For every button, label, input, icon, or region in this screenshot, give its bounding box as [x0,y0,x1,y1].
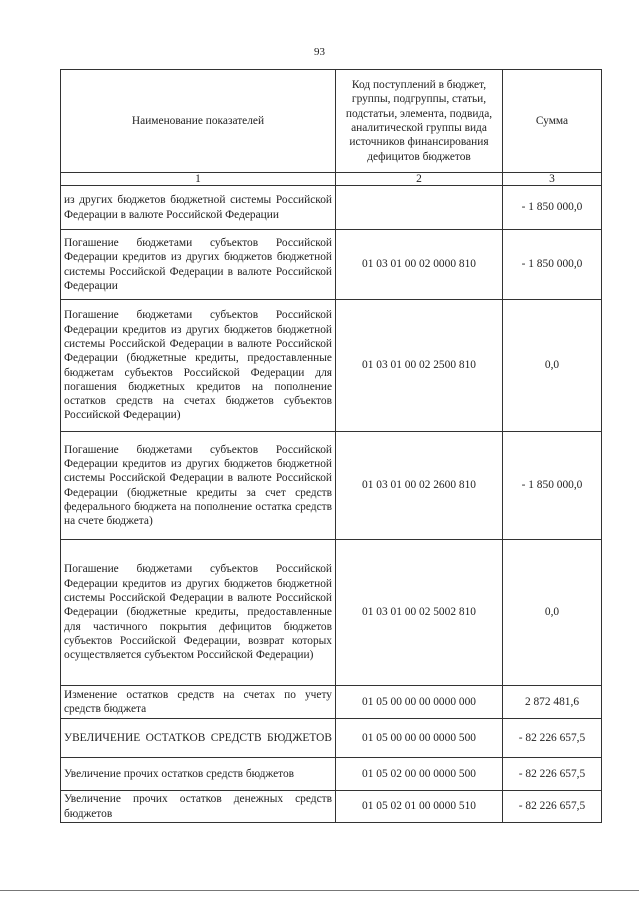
table-header-row [61,70,602,173]
column-number-2: 2 [336,173,503,186]
table-row [61,432,602,540]
table-row [61,758,602,791]
row-sum: - 82 226 657,5 [503,758,602,791]
column-number-1: 1 [61,173,336,186]
row-code: 01 05 02 00 00 0000 500 [336,758,503,791]
row-name: Погашение бюджетами субъектов Российской Федерации кредитов из других бюджетов бюджетной системы Российской Федерации в валюте Российской Федерации (бюджетные кредиты за счет средств федерального бюджета на пополнение остатка средств на счете бюджета) [61,432,336,540]
column-number-row [61,173,602,186]
row-code: 01 05 00 00 00 0000 500 [336,719,503,758]
table-row [61,230,602,300]
row-name: Погашение бюджетами субъектов Российской Федерации кредитов из других бюджетов бюджетной системы Российской Федерации в валюте Российской Федерации (бюджетные кредиты, предоставленные бюджетам субъектов Российской Федерации для погашения бюджетных кредитов на пополнение остатков средств на счетах бюджетов субъектов Российской Федерации) [61,300,336,432]
row-name: Увеличение прочих остатков средств бюджетов [61,758,336,791]
row-sum: - 82 226 657,5 [503,719,602,758]
row-sum: 0,0 [503,300,602,432]
header-code: Код поступлений в бюджет, группы, подгруппы, статьи, подстатьи, элемента, подвида, аналитической группы вида источников финансирования дефицитов бюджетов [336,70,503,173]
row-code: 01 03 01 00 02 0000 810 [336,230,503,300]
row-name: Погашение бюджетами субъектов Российской Федерации кредитов из других бюджетов бюджетной системы Российской Федерации в валюте Российской Федерации [61,230,336,300]
row-sum: - 1 850 000,0 [503,230,602,300]
row-name: Изменение остатков средств на счетах по учету средств бюджета [61,686,336,719]
budget-sources-table [60,69,602,823]
header-sum: Сумма [503,70,602,173]
row-code: 01 03 01 00 02 2600 810 [336,432,503,540]
row-name: Погашение бюджетами субъектов Российской Федерации кредитов из других бюджетов бюджетной системы Российской Федерации в валюте Российской Федерации (бюджетные кредиты, предоставленные для частичного покрытия дефицитов бюджетов субъектов Российской Федерации, возврат которых осуществляется субъектом Российской Федерации) [61,540,336,686]
row-name: УВЕЛИЧЕНИЕ ОСТАТКОВ СРЕДСТВ БЮДЖЕТОВ [61,719,336,758]
row-code [336,186,503,230]
row-sum: - 1 850 000,0 [503,186,602,230]
row-name: Увеличение прочих остатков денежных средств бюджетов [61,791,336,823]
row-sum: 2 872 481,6 [503,686,602,719]
table-row [61,540,602,686]
column-number-3: 3 [503,173,602,186]
table-body [61,186,602,823]
row-sum: - 82 226 657,5 [503,791,602,823]
row-code: 01 05 02 01 00 0000 510 [336,791,503,823]
row-code: 01 03 01 00 02 2500 810 [336,300,503,432]
header-name: Наименование показателей [61,70,336,173]
table-row [61,791,602,823]
table-row [61,686,602,719]
table-row [61,186,602,230]
row-code: 01 03 01 00 02 5002 810 [336,540,503,686]
table-row [61,300,602,432]
row-name: из других бюджетов бюджетной системы Российской Федерации в валюте Российской Федерации [61,186,336,230]
row-code: 01 05 00 00 00 0000 000 [336,686,503,719]
page-number: 93 [314,46,325,58]
bottom-divider [0,890,639,891]
row-sum: 0,0 [503,540,602,686]
table-row [61,719,602,758]
row-sum: - 1 850 000,0 [503,432,602,540]
